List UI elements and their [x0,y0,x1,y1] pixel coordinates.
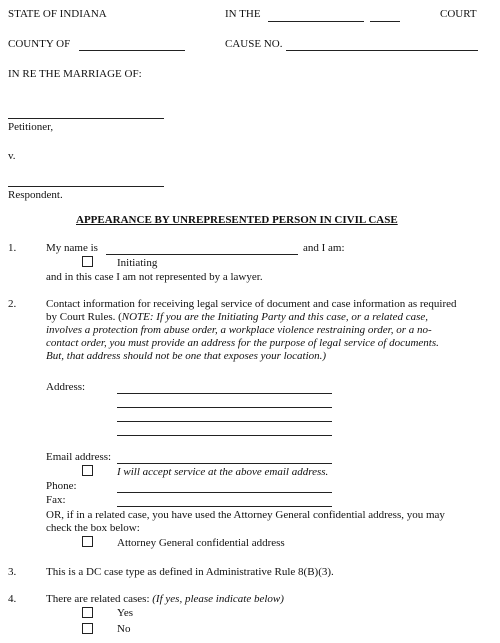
court-name-field[interactable] [268,21,364,22]
address-line-1-field[interactable] [117,393,332,394]
related-cases-yes-label: Yes [117,607,134,619]
related-cases-hint: (If yes, please indicate below) [152,593,284,605]
note-line-2: involves a protection from abuse order, a workplace violence restraining order, or a no- [46,324,432,336]
cause-number-label: CAUSE NO. [225,38,283,50]
court-label: COURT [440,8,477,20]
address-line-4-field[interactable] [117,435,332,436]
in-re-marriage-label: IN RE THE MARRIAGE OF: [8,68,142,80]
county-field[interactable] [79,50,185,51]
related-cases-yes-checkbox[interactable] [82,607,93,618]
related-cases-no-label: No [117,623,131,635]
court-number-field[interactable] [370,21,400,22]
related-case-ag-text-line-1: OR, if in a related case, you have used the Attorney General confidential address, you may [46,509,445,521]
petitioner-label: Petitioner, [8,121,54,133]
versus-label: v. [8,150,16,162]
name-label: My name is [46,242,98,254]
petitioner-name-field[interactable] [8,118,164,119]
state-label: STATE OF INDIANA [8,8,107,20]
initiating-checkbox[interactable] [82,256,93,267]
related-cases-no-checkbox[interactable] [82,623,93,634]
note-line-1: NOTE: If you are the Initiating Party and this case, or a related case, [121,311,429,323]
note-line-3: contact order, you must provide an address for the purpose of legal service of documents. [46,337,439,349]
related-case-ag-text-line-2: check the box below: [46,522,140,534]
related-cases-question [46,593,284,606]
respondent-label: Respondent. [8,189,63,201]
contact-info-intro-line-1: Contact information for receiving legal service of document and case information as required [46,298,457,310]
email-label: Email address: [46,451,112,463]
not-represented-text: and in this case I am not represented by a lawyer. [46,271,263,283]
address-line-2-field[interactable] [117,407,332,408]
contact-info-intro-prefix: by Court Rules. ( [46,311,122,323]
item-1-number: 1. [8,242,17,254]
name-field[interactable] [106,254,298,255]
document-title: APPEARANCE BY UNREPRESENTED PERSON IN CIVIL CASE [76,214,398,226]
contact-info-intro-line-2 [46,311,428,324]
county-label: COUNTY OF [8,38,71,50]
email-field[interactable] [117,463,332,464]
initiating-label: Initiating [117,257,158,269]
item-2-number: 2. [8,298,17,310]
fax-label: Fax: [46,494,66,506]
note-line-4: But, that address should not be one that exposes your location.) [46,350,327,362]
phone-field[interactable] [117,492,332,493]
court-label-in-the: IN THE [225,8,261,20]
phone-label: Phone: [46,480,77,492]
address-line-3-field[interactable] [117,421,332,422]
item-3-number: 3. [8,566,17,578]
dc-case-type-text: This is a DC case type as defined in Administrative Rule 8(B)(3). [46,566,334,578]
respondent-name-field[interactable] [8,186,164,187]
and-i-am-label: and I am: [303,242,345,254]
address-label: Address: [46,381,86,393]
ag-confidential-address-checkbox[interactable] [82,536,93,547]
ag-confidential-address-label: Attorney General confidential address [117,537,285,549]
cause-number-field[interactable] [286,50,478,51]
item-4-number: 4. [8,593,17,605]
accept-email-service-checkbox[interactable] [82,465,93,476]
fax-field[interactable] [117,506,332,507]
related-cases-label: There are related cases: [46,593,150,605]
accept-email-service-label: I will accept service at the above email address. [117,466,329,478]
